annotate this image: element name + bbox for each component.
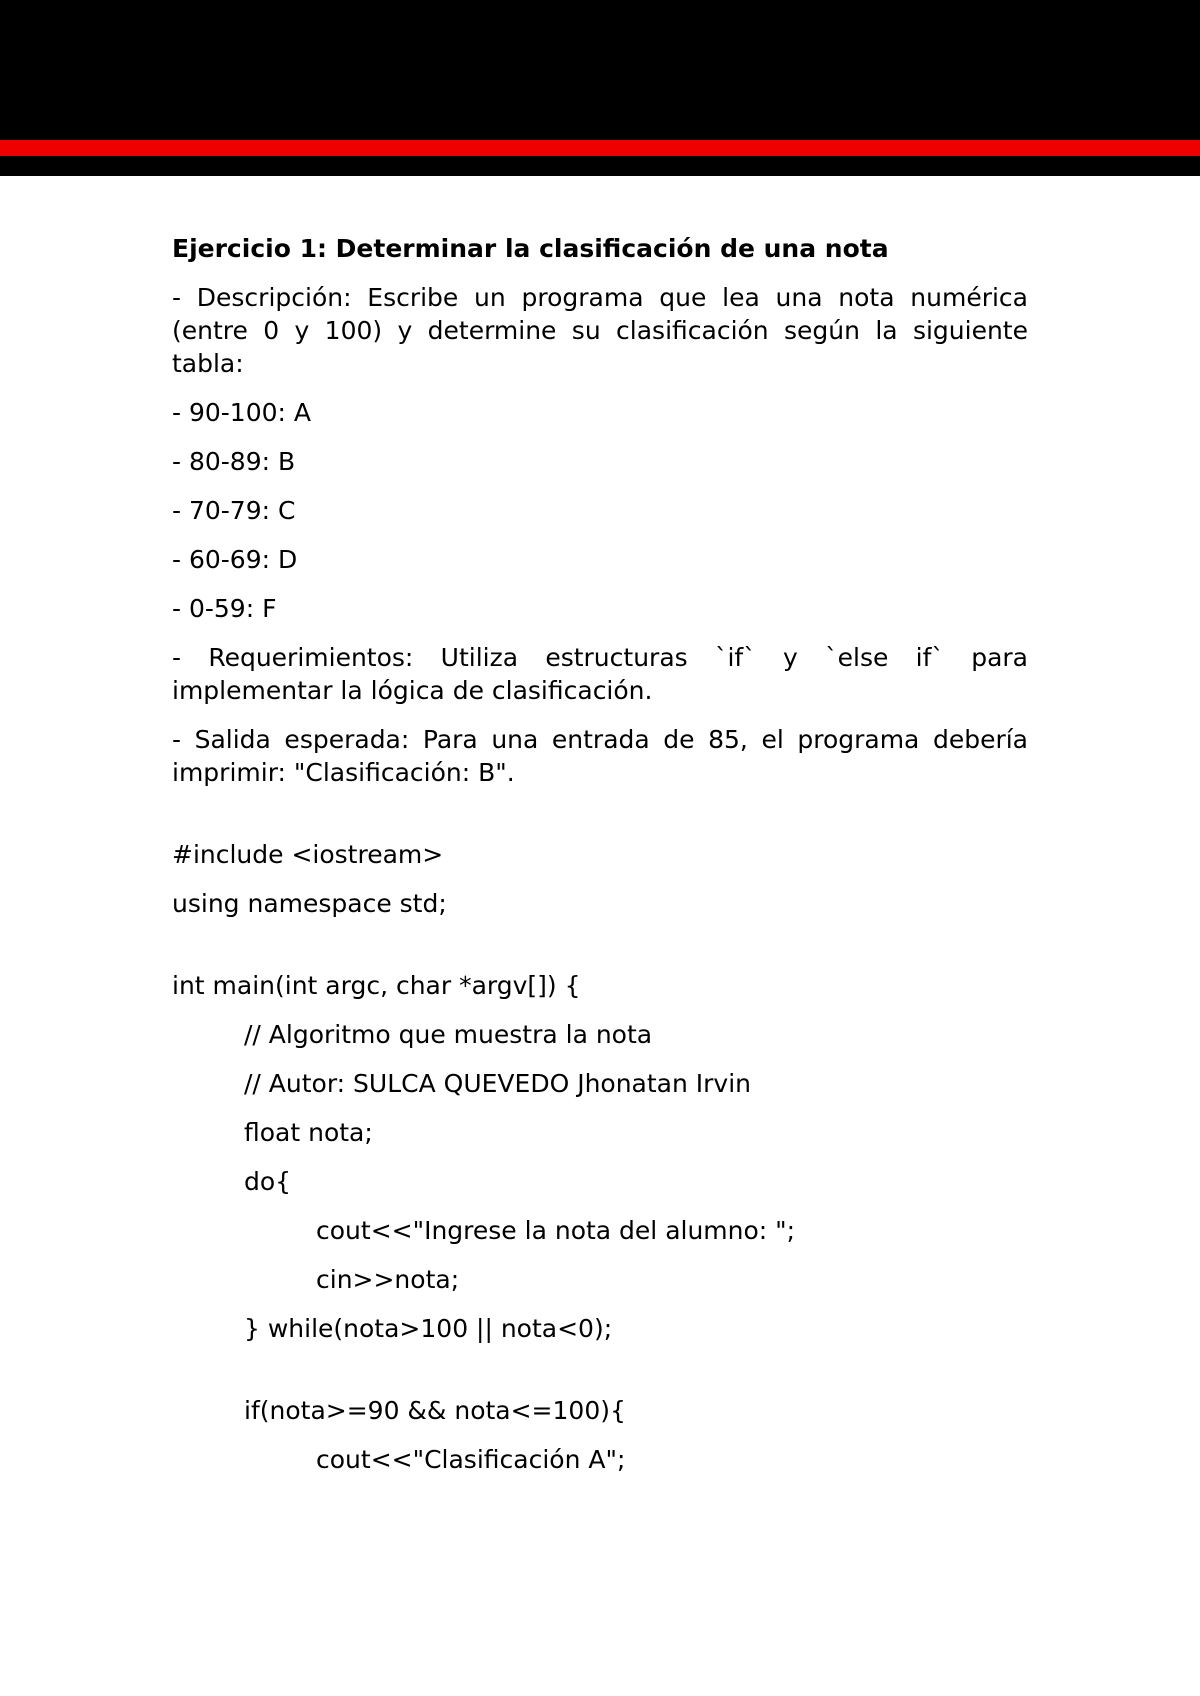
grade-item: - 90-100: A	[172, 398, 311, 427]
grade-item: - 70-79: C	[172, 496, 296, 525]
exercise-requirements: - Requerimientos: Utiliza estructuras `if` y `else if` para implementar la lógica de clasificación.	[172, 643, 1028, 705]
code-line: int main(int argc, char *argv[]) {	[172, 971, 581, 1000]
exercise-description: - Descripción: Escribe un programa que lea una nota numérica (entre 0 y 100) y determine su clasificación según la siguiente tabla:	[172, 283, 1028, 378]
grade-item: - 80-89: B	[172, 447, 296, 476]
blank-line	[172, 1361, 1028, 1394]
code-comment: // Algoritmo que muestra la nota	[244, 1020, 653, 1049]
code-line: do{	[244, 1167, 292, 1196]
code-line: #include <iostream>	[172, 840, 444, 869]
exercise-expected-output: - Salida esperada: Para una entrada de 85, el programa debería imprimir: "Clasificación: B".	[172, 725, 1028, 787]
code-line: float nota;	[244, 1118, 373, 1147]
blank-line	[172, 805, 1028, 838]
code-line: cout<<"Ingrese la nota del alumno: ";	[316, 1216, 796, 1245]
header-stripe	[0, 140, 1200, 156]
blank-line	[172, 936, 1028, 969]
grade-item: - 0-59: F	[172, 594, 277, 623]
document-body	[172, 232, 1028, 1492]
code-line: cin>>nota;	[316, 1265, 460, 1294]
code-comment: // Autor: SULCA QUEVEDO Jhonatan Irvin	[244, 1069, 752, 1098]
grade-item: - 60-69: D	[172, 545, 298, 574]
code-line: } while(nota>100 || nota<0);	[244, 1314, 613, 1343]
code-line: cout<<"Clasificación A";	[316, 1445, 626, 1474]
code-line: if(nota>=90 && nota<=100){	[244, 1396, 626, 1425]
exercise-title: Ejercicio 1: Determinar la clasificación de una nota	[172, 234, 889, 263]
code-line: using namespace std;	[172, 889, 447, 918]
